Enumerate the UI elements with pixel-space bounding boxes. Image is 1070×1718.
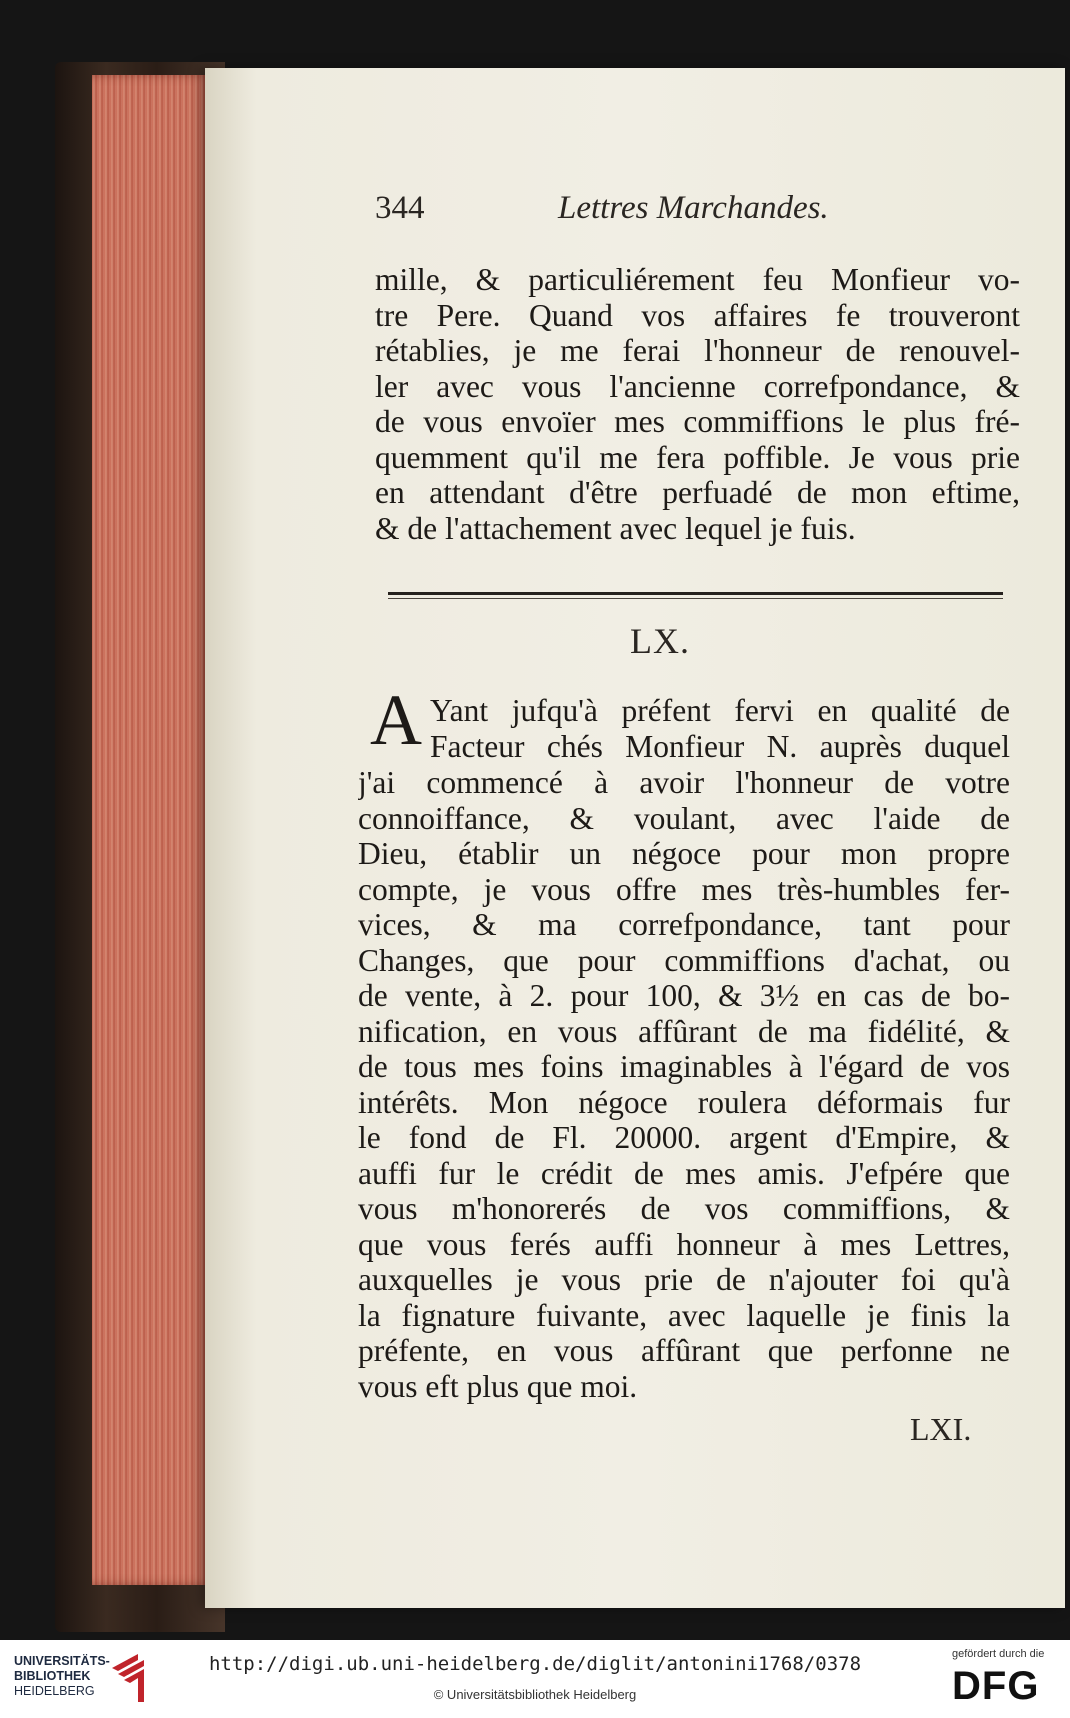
library-line-3: HEIDELBERG	[14, 1684, 95, 1698]
text-line: Changes, que pour commiffions d'achat, ou	[358, 942, 1010, 978]
viewer-footer	[0, 1640, 1070, 1718]
text-line: en attendant d'être perfuadé de mon eftime,	[375, 475, 1020, 510]
permalink-url[interactable]: http://digi.ub.uni-heidelberg.de/diglit/antonini1768/0378	[208, 1653, 862, 1675]
text-line: quemment qu'il me fera poffible. Je vous prie	[375, 439, 1020, 475]
letter-ending-paragraph	[375, 262, 1020, 546]
text-line: ler avec vous l'ancienne correfpondance, &	[375, 368, 1020, 404]
letter-body-paragraph	[358, 765, 1010, 1404]
text-line: de tous mes foins imaginables à l'égard de vos	[358, 1049, 1010, 1084]
library-line-1: UNIVERSITÄTS-	[14, 1654, 110, 1668]
text-line: nification, en vous affûrant de ma fidélité, &	[358, 1013, 1010, 1049]
library-line-2: BIBLIOTHEK	[14, 1669, 91, 1683]
running-title: Lettres Marchandes.	[558, 190, 829, 226]
dfg-logo: DFG	[952, 1664, 1040, 1708]
section-rule-thin	[388, 598, 1003, 599]
text-line: de vente, à 2. pour 100, & 3½ en cas de bo-	[358, 978, 1010, 1013]
section-heading: LX.	[630, 621, 690, 661]
text-line: mille, & particuliérement feu Monfieur vo-	[375, 262, 1020, 297]
text-line: vous m'honorerés de vos commiffions, &	[358, 1191, 1010, 1226]
section-rule	[388, 592, 1003, 595]
text-line: préfente, en vous affûrant que perfonne ne	[358, 1333, 1010, 1368]
text-line: connoiffance, & voulant, avec l'aide de	[358, 800, 1010, 836]
text-line: Facteur chés Monfieur N. auprès duquel	[430, 728, 1010, 764]
text-line: vices, & ma correfpondance, tant pour	[358, 907, 1010, 942]
running-head	[375, 190, 835, 230]
text-line: la fignature fuivante, avec laquelle je finis la	[358, 1297, 1010, 1333]
text-line: & de l'attachement avec lequel je fuis.	[375, 510, 856, 546]
text-line: Yant jufqu'à préfent fervi en qualité de	[430, 693, 1010, 728]
text-line: que vous ferés auffi honneur à mes Lettres,	[358, 1226, 1010, 1262]
text-line: rétablies, je me ferai l'honneur de renouvel-	[375, 333, 1020, 368]
text-line: compte, je vous offre mes très-humbles fer-	[358, 871, 1010, 907]
text-line: de vous envoïer mes commiffions le plus fré-	[375, 404, 1020, 439]
page-number: 344	[375, 190, 425, 226]
text-line: auffi fur le crédit de mes amis. J'efpére que	[358, 1155, 1010, 1191]
catchword: LXI.	[910, 1411, 972, 1447]
page-edges	[92, 75, 212, 1585]
text-line: le fond de Fl. 20000. argent d'Empire, &	[358, 1120, 1010, 1155]
text-line: tre Pere. Quand vos affaires fe trouveront	[375, 297, 1020, 333]
text-line: j'ai commencé à avoir l'honneur de votre	[358, 765, 1010, 800]
text-line: vous eft plus que moi.	[358, 1368, 638, 1404]
copyright-notice: © Universitätsbibliothek Heidelberg	[433, 1687, 637, 1702]
letter-opening-lines	[430, 693, 1010, 764]
funder-label: gefördert durch die	[952, 1648, 1045, 1660]
text-line: auxquelles je vous prie de n'ajouter foi qu'à	[358, 1262, 1010, 1297]
text-line: intérêts. Mon négoce roulera déformais fur	[358, 1084, 1010, 1120]
drop-cap: A	[370, 680, 422, 760]
text-line: Dieu, établir un négoce pour mon propre	[358, 836, 1010, 871]
